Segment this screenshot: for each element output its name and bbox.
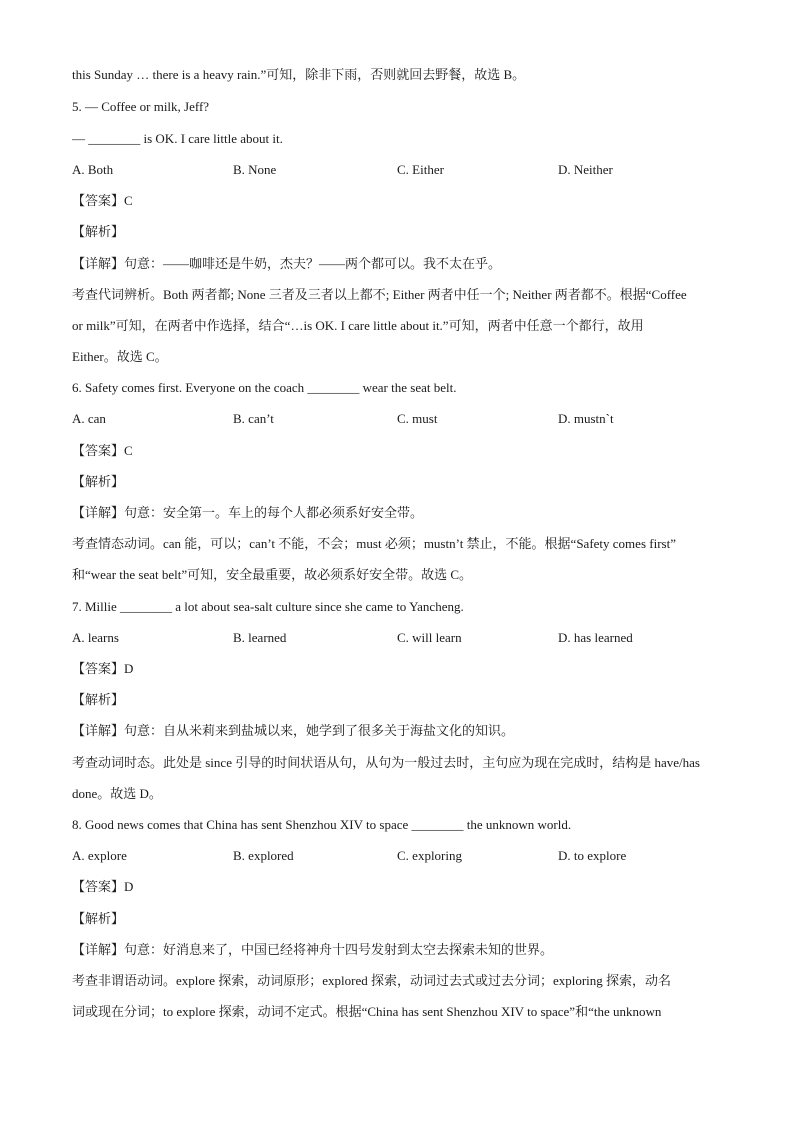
question-5-stem: 5. — Coffee or milk, Jeff? <box>72 99 210 114</box>
question-8-stem: 8. Good news comes that China has sent Shenzhou XIV to space ________ the unknown world. <box>72 817 572 832</box>
q7-option-d: D. has learned <box>558 630 633 645</box>
q6-option-b: B. can’t <box>233 411 274 426</box>
q5-detail: 【详解】句意：——咖啡还是牛奶，杰夫？——两个都可以。我不太在乎。 <box>72 256 502 271</box>
q5-explanation-2: or milk”可知，在两者中作选择，结合“…is OK. I care little about it.”可知，两者中任意一个都行，故用 <box>72 318 644 333</box>
q6-option-a: A. can <box>72 411 106 426</box>
q5-option-b: B. None <box>233 162 277 177</box>
q5-answer: 【答案】C <box>72 193 133 208</box>
question-5-reply: — ________ is OK. I care little about it. <box>72 131 283 146</box>
question-6-options <box>72 409 722 429</box>
q7-answer: 【答案】D <box>72 661 134 676</box>
q5-option-d: D. Neither <box>558 162 613 177</box>
q7-option-a: A. learns <box>72 630 119 645</box>
q6-detail: 【详解】句意：安全第一。车上的每个人都必须系好安全带。 <box>72 505 424 520</box>
question-7-options <box>72 628 722 648</box>
q7-option-b: B. learned <box>233 630 287 645</box>
question-7-stem: 7. Millie ________ a lot about sea-salt culture since she came to Yancheng. <box>72 599 464 614</box>
q5-option-a: A. Both <box>72 162 114 177</box>
q5-analysis-heading: 【解析】 <box>72 224 125 239</box>
q6-explanation-1: 考查情态动词。can 能，可以；can’t 不能，不会；must 必须；mustn’t 禁止，不能。根据“Safety comes first” <box>72 536 676 551</box>
q8-explanation-2: 词或现在分词；to explore 探索，动词不定式。根据“China has sent Shenzhou XIV to space”和“the unknown <box>72 1004 662 1019</box>
q7-analysis-heading: 【解析】 <box>72 692 125 707</box>
q6-explanation-2: 和“wear the seat belt”可知，安全最重要，故必须系好安全带。故选 C。 <box>72 567 473 582</box>
q8-option-d: D. to explore <box>558 848 627 863</box>
q7-detail: 【详解】句意：自从米莉来到盐城以来，她学到了很多关于海盐文化的知识。 <box>72 723 515 738</box>
q8-option-c: C. exploring <box>397 848 462 863</box>
q6-option-c: C. must <box>397 411 438 426</box>
q7-explanation-1: 考查动词时态。此处是 since 引导的时间状语从句，从句为一般过去时，主句应为现在完成时，结构是 have/has <box>72 755 700 770</box>
q8-option-a: A. explore <box>72 848 127 863</box>
q8-answer: 【答案】D <box>72 879 134 894</box>
q6-analysis-heading: 【解析】 <box>72 474 125 489</box>
question-5-options <box>72 160 722 180</box>
q5-option-c: C. Either <box>397 162 444 177</box>
question-6-stem: 6. Safety comes first. Everyone on the coach ________ wear the seat belt. <box>72 380 457 395</box>
q8-option-b: B. explored <box>233 848 294 863</box>
q5-explanation-1: 考查代词辨析。Both 两者都; None 三者及三者以上都不; Either 两者中任一个; Neither 两者都不。根据“Coffee <box>72 287 687 302</box>
q7-option-c: C. will learn <box>397 630 462 645</box>
q6-option-d: D. mustn`t <box>558 411 614 426</box>
q8-analysis-heading: 【解析】 <box>72 911 125 926</box>
q8-detail: 【详解】句意：好消息来了，中国已经将神舟十四号发射到太空去探索未知的世界。 <box>72 942 554 957</box>
q5-explanation-3: Either。故选 C。 <box>72 349 168 364</box>
question-8-options <box>72 846 722 866</box>
q8-explanation-1: 考查非谓语动词。explore 探索，动词原形；explored 探索，动词过去式或过去分词；exploring 探索，动名 <box>72 973 672 988</box>
q7-explanation-2: done。故选 D。 <box>72 786 162 801</box>
q6-answer: 【答案】C <box>72 443 133 458</box>
prev-analysis-line: this Sunday … there is a heavy rain.”可知，除非下雨，否则就回去野餐，故选 B。 <box>72 67 526 82</box>
